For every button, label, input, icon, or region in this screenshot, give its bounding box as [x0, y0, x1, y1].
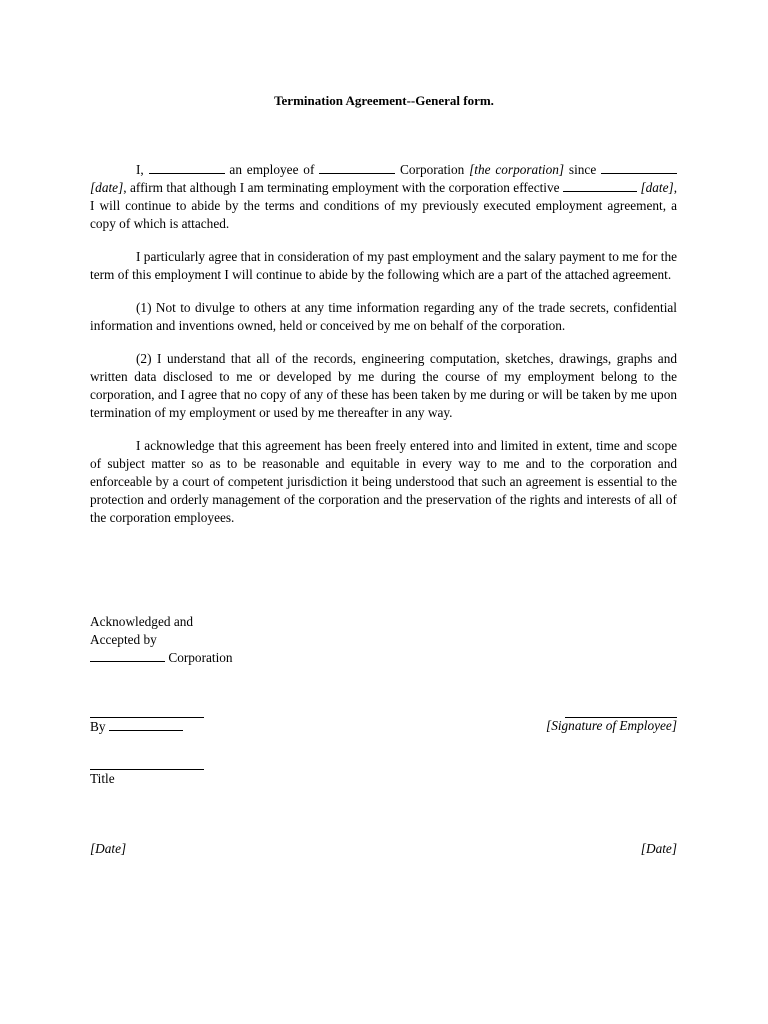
by-name-blank	[109, 718, 183, 731]
document-title: Termination Agreement--General form.	[274, 93, 494, 108]
text-affirm: , affirm that although I am terminating employment with the corporation effective	[123, 180, 560, 195]
date-left-label: [Date]	[90, 841, 127, 856]
acknowledged-block	[90, 613, 233, 667]
document-body	[90, 161, 677, 542]
text-continue-abide: , I will continue to abide by the terms and conditions of my previously executed employment agreement, a copy of which is attached.	[90, 180, 678, 231]
paragraph-clause-2: (2) I understand that all of the records, engineering computation, sketches, drawings, graphs and written data disclosed to me or developed by me during the course of my employment belong to the corporation, and I agree that no copy of any of these has been taken by me during or will be taken by me upon termination of my employment or used by me thereafter in any way.	[90, 351, 677, 420]
placeholder-the-corporation: [the corporation]	[469, 162, 565, 177]
ack-corporation-label: Corporation	[168, 650, 233, 665]
ack-line-1: Acknowledged and	[90, 614, 194, 629]
paragraph-clause-1: (1) Not to divulge to others at any time information regarding any of the trade secrets, confidential information and inventions owned, held or conceived by me on behalf of the corporation.	[90, 300, 677, 333]
title-label: Title	[90, 771, 115, 786]
signature-of-employee-label: [Signature of Employee]	[546, 718, 677, 733]
text-corporation: Corporation	[400, 162, 465, 177]
ack-line-2: Accepted by	[90, 632, 157, 647]
employee-name-blank	[149, 161, 225, 174]
corporation-name-blank	[319, 161, 395, 174]
paragraph-affirmation	[90, 161, 677, 233]
effective-date-blank	[563, 179, 637, 192]
by-row	[90, 718, 183, 735]
text-i: I,	[136, 162, 144, 177]
ack-corporation-blank	[90, 649, 165, 662]
ack-corporation-line	[90, 649, 233, 667]
by-label: By	[90, 719, 106, 734]
title-line	[90, 769, 204, 770]
text-since: since	[568, 162, 597, 177]
text-employee-of: an employee of	[229, 162, 315, 177]
placeholder-date-start: [date]	[90, 180, 124, 195]
placeholder-date-effective: [date]	[640, 180, 674, 195]
start-date-blank	[601, 161, 677, 174]
date-right-label: [Date]	[640, 841, 677, 856]
paragraph-consideration: I particularly agree that in consideration of my past employment and the salary payment to me for the term of this employment I will continue to abide by the following which are a part of the attached agreement.	[90, 249, 677, 282]
paragraph-acknowledgment: I acknowledge that this agreement has been freely entered into and limited in extent, time and scope of subject matter so as to be reasonable and equitable in every way to me and to the corporation and enforceable by a court of competent jurisdiction it being understood that such an agreement is essential to the protection and orderly management of the corporation and the preservation of the rights and interests of all of the corporation employees.	[90, 438, 677, 525]
